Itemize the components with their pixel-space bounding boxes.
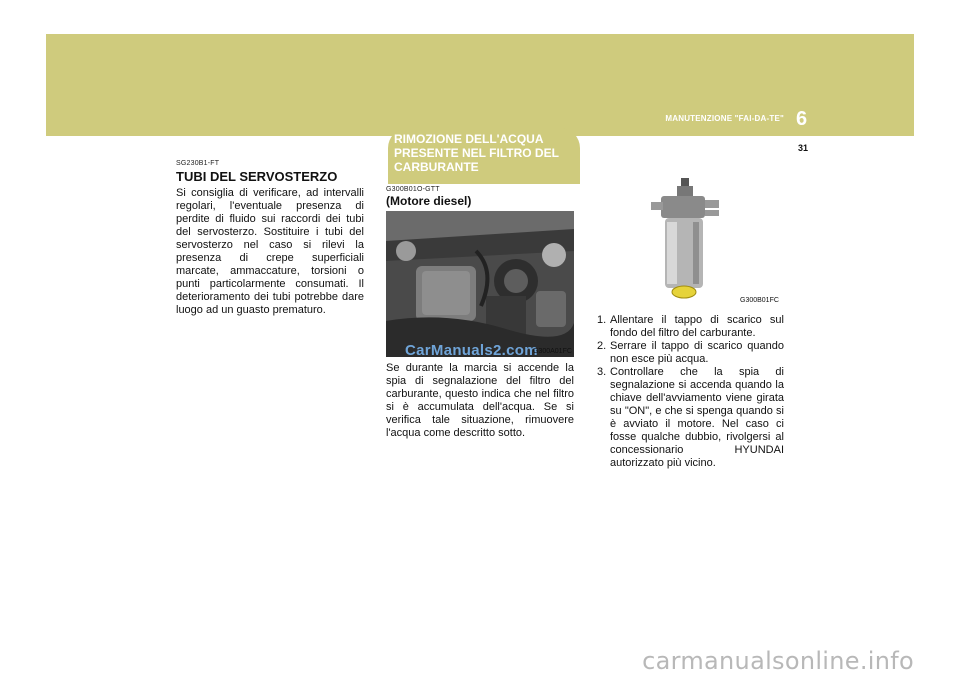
step-item (597, 366, 784, 470)
diesel-subsection (386, 186, 574, 211)
section-body: Si consiglia di verificare, ad intervalli regolari, l'eventuale presenza di perdite di fluido sui raccordi dei tubi del servosterzo. Sostituire i tubi del servosterzo nel caso si rilevi la presenza di crepe superficiali marcate, ammaccature, torsioni o punti particolarmente consumati. Il deterioramento dei tubi potrebbe dare luogo ad un guasto prematuro. (176, 187, 364, 316)
procedure-steps (597, 314, 784, 470)
step-text: Serrare il tappo di scarico quando non esce più acqua. (610, 340, 784, 365)
water-removal-body (386, 362, 574, 440)
step-number: 2. (597, 340, 607, 352)
step-item (597, 340, 784, 366)
step-text: Controllare che la spia di segnalazione si accenda quando la chiave dell'avviamento viene girata su "ON", e che si spenga quando si è avviato il motore. Nel caso ci fosse qualche dubbio, rivolgersi al concessionario HYUNDAI autorizzato più vicino. (610, 366, 784, 469)
photo-watermark: CarManuals2.com (405, 342, 538, 359)
chapter-title: MANUTENZIONE "FAI-DA-TE" (665, 114, 784, 123)
step-number: 3. (597, 366, 607, 378)
water-removal-title: RIMOZIONE DELL'ACQUA PRESENTE NEL FILTRO DEL CARBURANTE (394, 132, 559, 174)
section-heading: TUBI DEL SERVOSTERZO (176, 169, 338, 184)
page-number: 31 (798, 143, 809, 153)
step-item (597, 314, 784, 340)
step-text: Allentare il tappo di scarico sul fondo del filtro del carburante. (610, 314, 784, 339)
subsection-heading: (Motore diesel) (386, 194, 472, 208)
engine-bay-photo (386, 211, 574, 357)
water-removal-paragraph: Se durante la marcia si accende la spia di segnalazione del filtro del carburante, questo indica che nel filtro si è accumulata dell'acqua. Se si verifica tale situazione, rimuovere l'acqua come descritto sotto. (386, 362, 574, 439)
power-steering-section (176, 160, 364, 317)
fuel-filter-illustration (597, 164, 784, 310)
section-code: SG230B1-FT (176, 160, 220, 167)
filter-photo-code: G300B01FC (740, 297, 779, 304)
step-number: 1. (597, 314, 607, 326)
chapter-number: 6 (796, 108, 808, 130)
engine-photo-code: G300A01FC (533, 348, 572, 355)
subsection-code: G300B01O-GTT (386, 186, 440, 193)
footer-watermark: carmanualsonline.info (642, 647, 914, 675)
